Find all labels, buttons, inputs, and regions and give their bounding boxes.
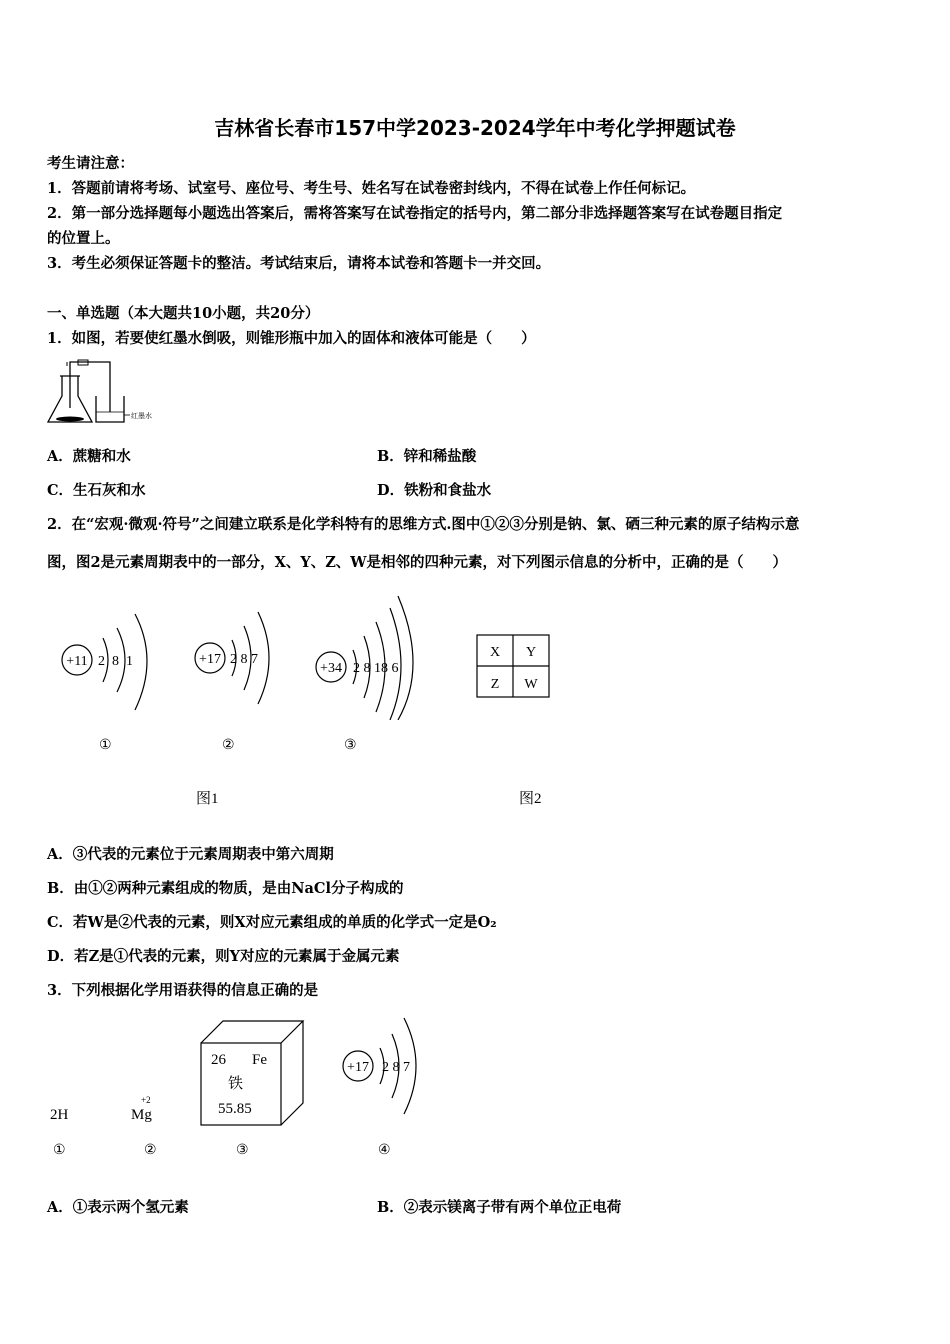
q2-option-a: A．③代表的元素位于元素周期表中第六周期 <box>47 846 334 863</box>
atom-diagram-sodium <box>55 610 170 722</box>
q2-stem-line1: 2．在“宏观·微观·符号”之间建立联系是化学科特有的思维方式.图中①②③分别是钠、氯、硒三种元素的原子结构示意 <box>47 516 800 533</box>
table-cell-z: Z <box>490 677 500 692</box>
atom-label: ③ <box>344 738 357 753</box>
q3-item-label: ④ <box>378 1143 391 1158</box>
q1-option-a: A．蔗糖和水 <box>47 448 131 465</box>
q2-option-d: D．若Z是①代表的元素，则Y对应的元素属于金属元素 <box>47 948 400 965</box>
atom-label: ② <box>222 738 235 753</box>
q1-option-b: B．锌和稀盐酸 <box>377 448 477 465</box>
q2-stem-line2: 图，图2是元素周期表中的一部分，X、Y、Z、W是相邻的四种元素，对下列图示信息的分析中，正确的是（ ） <box>47 554 788 571</box>
element-number: 26 <box>211 1052 226 1068</box>
atom-shells-label: 2 8 7 <box>230 652 258 667</box>
section-heading: 一、单选题（本大题共10小题，共20分） <box>47 305 320 322</box>
element-mass: 55.85 <box>218 1101 252 1117</box>
page-title: 吉林省长春市157中学2023-2024学年中考化学押题试卷 <box>214 116 736 140</box>
atom-nucleus-label: +11 <box>66 654 88 669</box>
figure-1-caption: 图1 <box>196 791 219 807</box>
atom-nucleus-label: +34 <box>320 661 342 676</box>
notice-item: 2．第一部分选择题每小题选出答案后，需将答案写在试卷指定的括号内，第二部分非选择题答案写在试卷题目指定 <box>47 205 783 222</box>
table-cell-w: W <box>524 677 538 692</box>
q1-stem: 1．如图，若要使红墨水倒吸，则锥形瓶中加入的固体和液体可能是（ ） <box>47 330 536 347</box>
atom-diagram-q3-chlorine <box>338 1010 433 1122</box>
atom-shells-label: 2 8 18 6 <box>353 661 399 676</box>
q3-option-a: A．①表示两个氢元素 <box>47 1199 189 1216</box>
q3-item-label: ③ <box>236 1143 249 1158</box>
q3-item-label: ① <box>53 1143 66 1158</box>
notice-item: 3．考生必须保证答题卡的整洁。考试结束后，请将本试卷和答题卡一并交回。 <box>47 255 551 272</box>
q2-option-b: B．由①②两种元素组成的物质，是由NaCl分子构成的 <box>47 880 404 897</box>
atom-shells-label: 2 8 1 <box>98 654 133 669</box>
element-symbol: Fe <box>252 1052 267 1068</box>
q3-item-mg: Mg <box>131 1107 152 1123</box>
q3-stem: 3．下列根据化学用语获得的信息正确的是 <box>47 982 319 999</box>
atom-diagram-chlorine <box>188 600 288 712</box>
atom-shells-label: 2 8 7 <box>382 1060 410 1075</box>
atom-nucleus-label: +17 <box>199 652 221 667</box>
q1-option-c: C．生石灰和水 <box>47 482 146 499</box>
table-cell-x: X <box>489 645 501 660</box>
q1-apparatus-figure <box>44 352 164 430</box>
table-cell-y: Y <box>525 645 537 660</box>
red-ink-label: 红墨水 <box>131 412 152 420</box>
figure-2-caption: 图2 <box>519 791 542 807</box>
q3-item-2h: 2H <box>50 1107 69 1123</box>
periodic-table-fragment <box>476 634 552 700</box>
q3-item-label: ② <box>144 1143 157 1158</box>
q1-option-d: D．铁粉和食盐水 <box>377 482 492 499</box>
element-name: 铁 <box>228 1076 244 1092</box>
element-cell-iron <box>198 1018 308 1128</box>
notice-item: 1．答题前请将考场、试室号、座位号、考生号、姓名写在试卷密封线内，不得在试卷上作任何标记。 <box>47 180 696 197</box>
q2-option-c: C．若W是②代表的元素，则X对应元素组成的单质的化学式一定是O₂ <box>47 914 497 931</box>
atom-nucleus-label: +17 <box>347 1060 369 1075</box>
notice-item: 的位置上。 <box>47 230 120 247</box>
q3-mg-charge: +2 <box>141 1095 151 1105</box>
q3-option-b: B．②表示镁离子带有两个单位正电荷 <box>377 1199 622 1216</box>
notice-heading: 考生请注意： <box>47 155 134 172</box>
atom-diagram-selenium <box>308 590 433 720</box>
atom-label: ① <box>99 738 112 753</box>
